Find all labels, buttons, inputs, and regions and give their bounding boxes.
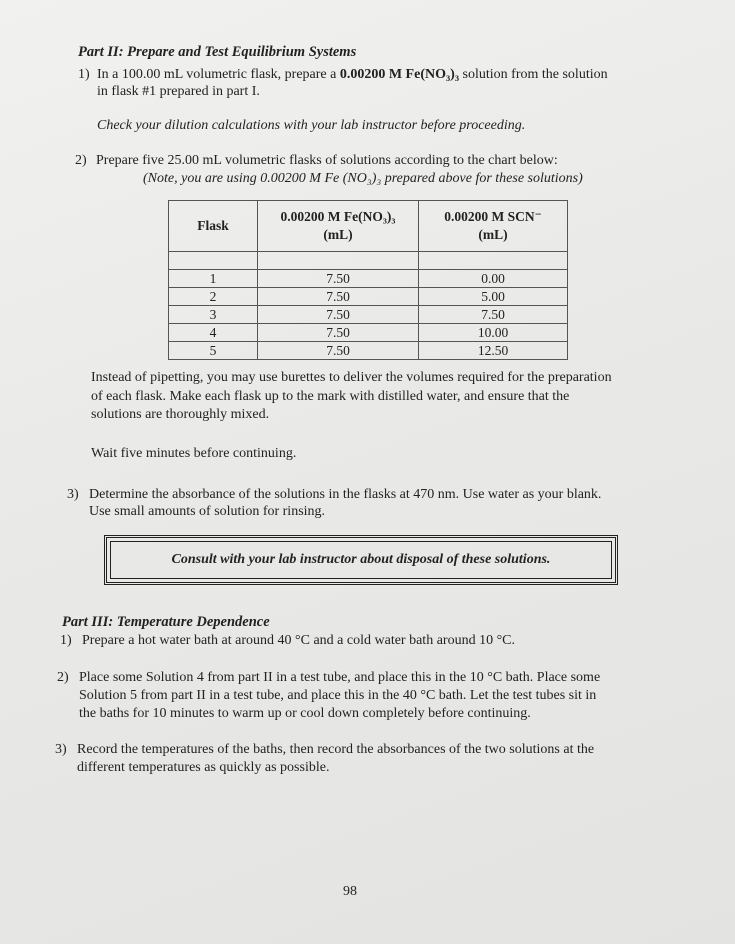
cell-flask: 3	[169, 306, 258, 324]
table-row	[169, 342, 568, 360]
cell-flask: 2	[169, 288, 258, 306]
wait-note: Wait five minutes before continuing.	[91, 446, 297, 461]
page-number: 98	[343, 884, 357, 899]
part2-step2-note: (Note, you are using 0.00200 M Fe (NO₃)₃ prepared above for these solutions)	[143, 171, 583, 186]
flask-chart-table	[168, 200, 568, 360]
table-row	[169, 324, 568, 342]
cell-scn: 10.00	[419, 324, 568, 342]
cell-flask: 4	[169, 324, 258, 342]
cell-scn: 12.50	[419, 342, 568, 360]
cell-fe: 7.50	[258, 306, 419, 324]
part2-step1-line2: in flask #1 prepared in part I.	[97, 84, 260, 99]
part2-step2-line1: Prepare five 25.00 mL volumetric flasks of solutions according to the chart below:	[96, 153, 558, 168]
cell-flask: 5	[169, 342, 258, 360]
cell-fe: 7.50	[258, 342, 419, 360]
disposal-notice-box	[104, 535, 618, 585]
cell-scn: 7.50	[419, 306, 568, 324]
cell-scn: 5.00	[419, 288, 568, 306]
cell-fe: 7.50	[258, 288, 419, 306]
header-fe: 0.00200 M Fe(NO₃)₃ (mL)	[258, 201, 419, 252]
part3-heading: Part III: Temperature Dependence	[62, 614, 270, 630]
table-header-row	[169, 201, 568, 252]
check-note: Check your dilution calculations with your lab instructor before proceeding.	[97, 118, 526, 133]
disposal-notice-text: Consult with your lab instructor about disposal of these solutions.	[110, 541, 612, 579]
part3-step3-line1: Record the temperatures of the baths, then record the absorbances of the two solutions at the	[77, 742, 595, 757]
part3-step1-number: 1)	[60, 633, 72, 648]
pipetting-line1: Instead of pipetting, you may use burettes to deliver the volumes required for the preparation	[91, 370, 612, 385]
part2-step3-line1: Determine the absorbance of the solutions in the flasks at 470 nm. Use water as your blank.	[89, 487, 602, 502]
cell-fe: 7.50	[258, 324, 419, 342]
part3-step2-line1: Place some Solution 4 from part II in a test tube, and place this in the 10 °C bath. Place some	[79, 670, 601, 685]
part3-step2-line2: Solution 5 from part II in a test tube, and place this in the 40 °C bath. Let the test tubes sit in	[79, 688, 597, 703]
header-scn: 0.00200 M SCN⁻ (mL)	[419, 201, 568, 252]
part2-step1-number: 1)	[78, 67, 90, 82]
part3-step2-number: 2)	[57, 670, 69, 685]
part3-step2-line3: the baths for 10 minutes to warm up or cool down completely before continuing.	[79, 706, 531, 721]
cell-fe: 7.50	[258, 270, 419, 288]
part3-step3-number: 3)	[55, 742, 67, 757]
part2-step3-number: 3)	[67, 487, 79, 502]
table-gap-row	[169, 252, 568, 270]
table-row	[169, 306, 568, 324]
part2-heading: Part II: Prepare and Test Equilibrium Systems	[78, 44, 357, 60]
pipetting-line2: of each flask. Make each flask up to the mark with distilled water, and ensure that the	[91, 389, 570, 404]
part2-step2-number: 2)	[75, 153, 87, 168]
part3-step1-line1: Prepare a hot water bath at around 40 °C and a cold water bath around 10 °C.	[82, 633, 516, 648]
pipetting-line3: solutions are thoroughly mixed.	[91, 407, 270, 422]
part2-step1-line1: In a 100.00 mL volumetric flask, prepare a 0.00200 M Fe(NO₃)₃ solution from the solution	[97, 67, 608, 82]
header-flask: Flask	[169, 201, 258, 252]
part3-step3-line2: different temperatures as quickly as possible.	[77, 760, 330, 775]
table-row	[169, 288, 568, 306]
cell-scn: 0.00	[419, 270, 568, 288]
part2-step3-line2: Use small amounts of solution for rinsing.	[89, 504, 326, 519]
cell-flask: 1	[169, 270, 258, 288]
table-row	[169, 270, 568, 288]
